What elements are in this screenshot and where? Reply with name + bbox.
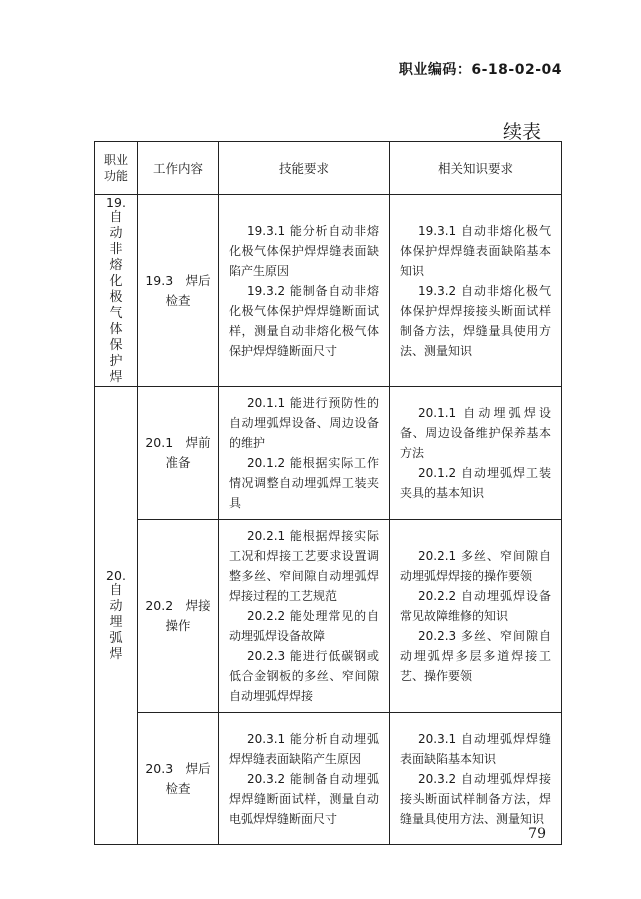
function-name: 自动埋弧焊	[109, 583, 123, 662]
skill-item: 20.2.3 能进行低碳钢或低合金钢板的多丝、窄间隙自动埋弧焊焊接	[229, 649, 379, 703]
skill-item: 19.3.1 能分析自动非熔化极气体保护焊焊缝表面缺陷产生原因	[229, 223, 379, 278]
table-row	[95, 520, 562, 713]
work-content: 20.2 焊接操作	[145, 598, 211, 633]
occupation-code: 职业编码：6-18-02-04	[398, 62, 562, 78]
function-cell-20	[95, 387, 138, 845]
knowledge-cell	[390, 195, 562, 387]
skill-item: 19.3.2 能制备自动非熔化极气体保护焊焊缝断面试样，测量自动非熔化极气体保护焊焊缝断面尺寸	[229, 283, 379, 358]
continued-label: 续表	[502, 121, 541, 143]
table-row	[95, 195, 562, 387]
knowledge-item: 20.2.1 多丝、窄间隙自动埋弧焊焊接的操作要领	[400, 549, 551, 583]
column-header-function	[95, 142, 138, 195]
knowledge-item: 20.1.2 自动埋弧焊工装夹具的基本知识	[400, 466, 551, 500]
skills-cell	[219, 387, 390, 520]
knowledge-item: 20.3.2 自动埋弧焊焊接接头断面试样制备方法，焊缝量具使用方法、测量知识	[400, 771, 551, 826]
table-row	[95, 713, 562, 845]
skills-cell	[219, 713, 390, 845]
knowledge-item: 19.3.2 自动非熔化极气体保护焊焊接接头断面试样制备方法，焊缝量具使用方法、测量知识	[400, 283, 551, 358]
work-content-cell	[138, 387, 219, 520]
skill-item: 20.3.1 能分析自动埋弧焊焊缝表面缺陷产生原因	[229, 731, 379, 766]
work-content: 19.3 焊后检查	[145, 272, 211, 308]
function-number: 19.	[106, 195, 126, 210]
knowledge-item: 19.3.1 自动非熔化极气体保护焊焊缝表面缺陷基本知识	[400, 223, 551, 278]
knowledge-cell	[390, 520, 562, 713]
work-content-cell	[138, 713, 219, 845]
function-number: 20.	[106, 568, 126, 583]
knowledge-item: 20.1.1 自动埋弧焊设备、周边设备维护保养基本方法	[400, 406, 551, 460]
page-number: 79	[528, 826, 546, 842]
knowledge-item: 20.2.3 多丝、窄间隙自动埋弧焊多层多道焊接工艺、操作要领	[400, 629, 551, 683]
table-header-row	[95, 142, 562, 195]
knowledge-cell	[390, 713, 562, 845]
skill-item: 20.1.1 能进行预防性的自动埋弧焊设备、周边设备的维护	[229, 396, 379, 450]
work-content: 20.1 焊前准备	[145, 435, 211, 470]
work-content-cell	[138, 520, 219, 713]
function-name: 自动非熔化极气体保护焊	[109, 210, 123, 385]
knowledge-item: 20.2.2 自动埋弧焊设备常见故障维修的知识	[400, 589, 551, 623]
knowledge-item: 20.3.1 自动埋弧焊焊缝表面缺陷基本知识	[400, 731, 551, 766]
column-header-function-line: 职业	[103, 153, 128, 167]
knowledge-cell	[390, 387, 562, 520]
function-cell-19	[95, 195, 138, 387]
skill-item: 20.3.2 能制备自动埋弧焊焊缝断面试样，测量自动电弧焊焊缝断面尺寸	[229, 771, 379, 826]
table-row	[95, 387, 562, 520]
skills-cell	[219, 520, 390, 713]
column-header-skills: 技能要求	[219, 142, 390, 195]
skills-cell	[219, 195, 390, 387]
column-header-work: 工作内容	[138, 142, 219, 195]
work-content-cell	[138, 195, 219, 387]
column-header-knowledge: 相关知识要求	[390, 142, 562, 195]
work-content: 20.3 焊后检查	[145, 760, 211, 796]
skill-item: 20.2.2 能处理常见的自动埋弧焊设备故障	[229, 609, 379, 643]
skill-item: 20.1.2 能根据实际工作情况调整自动埋弧焊工装夹具	[229, 456, 379, 510]
column-header-function-line: 功能	[103, 169, 128, 183]
skills-table	[94, 141, 562, 845]
skill-item: 20.2.1 能根据焊接实际工况和焊接工艺要求设置调整多丝、窄间隙自动埋弧焊焊接过程的工艺规范	[229, 529, 379, 603]
